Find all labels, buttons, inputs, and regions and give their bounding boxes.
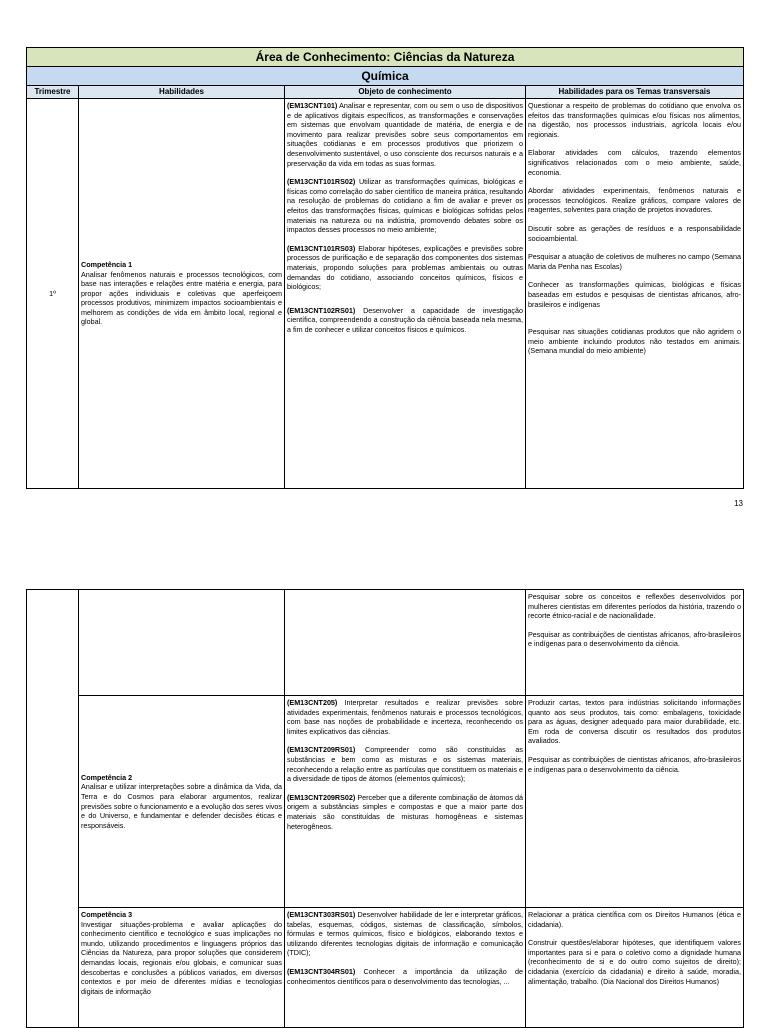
objeto-item xyxy=(287,101,523,168)
competencia-1-cell xyxy=(79,99,285,489)
competencia-1-text: Analisar fenômenos naturais e processos tecnológicos, com base nas interações e relações entre matéria e energia, para propor ações individuais e coletivas que aperfeiçoem processos produtivos, minimizem impactos socioambientais e melhorem as condições de vida em âmbito local, regional e global. xyxy=(81,269,282,327)
subject-title: Química xyxy=(27,67,744,86)
objeto-text: Compreender como são constituídas as substâncias e bem como as misturas e os sistemas materiais, reconhecendo a relação entre as partículas que constituem os materiais e a diversidade de tipos de átomos (elementos químicos); xyxy=(287,745,523,784)
objeto-cell xyxy=(285,99,526,489)
competencia-3-cell xyxy=(79,908,285,1028)
objeto-text: Elaborar hipóteses, explicações e previsões sobre processos de purificação e de separação dos componentes dos sistemas materiais, propondo soluções para problemas ambientais ou outras demandas do cotidiano, associando conceitos químicos, físicos e biológicos; xyxy=(287,243,523,292)
tema-item: Questionar a respeito de problemas do cotidiano que envolva os efeitos das transformações químicas e/ou físicas nos alimentos, na digestão, nos processos industriais, agrícola locais e/ou regionais. xyxy=(528,101,741,139)
competencia-2-text: Analisar e utilizar interpretações sobre a dinâmica da Vida, da Terra e do Cosmos para elaborar argumentos, realizar previsões sobre o funcionamento e a evolução dos seres vivos e do Universo, e fundamentar e defender decisões éticas e responsáveis. xyxy=(81,782,282,830)
objeto-text: Desenvolver habilidade de ler e interpretar gráficos, tabelas, esquemas, códigos, sistemas de classificação, símbolos, fórmulas e termos químicos, físico e biológicos, elaborando textos e utilizando diferentes tecnologias digitais de informação e comunicação (TDIC); xyxy=(287,910,523,958)
area-title: Área de Conhecimento: Ciências da Natureza xyxy=(27,48,744,67)
tema-item: Pesquisar as contribuições de cientistas africanos, afro-brasileiros e indígenas para o desenvolvimento da ciência. xyxy=(528,754,741,774)
temas-cell xyxy=(526,99,744,489)
objeto-item xyxy=(287,967,523,986)
page-14 xyxy=(26,589,743,1028)
curriculum-table-page-13 xyxy=(26,47,744,489)
competencia-3-title: Competência 3 xyxy=(81,910,133,919)
trimestre-cell: 1º xyxy=(27,99,79,489)
objeto-text: Conhecer a importância da utilização de conhecimentos científicos para o desenvolvimento das tecnologias, ... xyxy=(287,966,523,986)
page-number: 13 xyxy=(734,499,743,508)
objeto-code: (EM13CNT102RS01) xyxy=(287,305,356,315)
objeto-item xyxy=(287,177,523,235)
objeto-code: (EM13CNT304RS01) xyxy=(287,966,356,976)
objeto-code: (EM13CNT303RS01) xyxy=(287,910,356,919)
temas-continued-cell xyxy=(526,590,744,696)
competencia-1-title: Competência 1 xyxy=(81,259,133,269)
competencia-2-title: Competência 2 xyxy=(81,772,133,782)
objeto-item xyxy=(287,306,523,335)
objeto-code: (EM13CNT205) xyxy=(287,698,338,707)
objeto-item xyxy=(287,745,523,783)
tema-item: Abordar atividades experimentais, fenômenos naturais e processos tecnológicos. Realize gráficos, compare valores de reagentes, solventes para criação de projetos inovadores. xyxy=(528,186,741,215)
tema-item: Elaborar atividades com cálculos, trazendo elementos significativos relacionados com o meio ambiente, saúde, economia. xyxy=(528,148,741,177)
objeto-text: Perceber que a diferente combinação de átomos dá origem a substâncias simples e compostas e que a maior parte dos materiais são constituídas de misturas homogêneas e sistemas heterogêneos. xyxy=(287,792,523,831)
objeto-code: (EM13CNT209RS01) xyxy=(287,745,356,755)
tema-item: Discutir sobre as gerações de resíduos e a responsabilidade socioambiental. xyxy=(528,223,741,243)
tema-item: Construir questões/elaborar hipóteses, que identifiquem valores importantes para si e para o coletivo como a dignidade humana (reconhecimento de si e do outro como sujeitos de direito); cidadania (exercício da cidadania) e direito à saúde, moradia, alimentação, trabalho. (Dia Nacional dos Direitos Humanos) xyxy=(528,938,741,986)
competencia-3-text: Investigar situações-problema e avaliar aplicações do conhecimento científico e tecnológico e suas implicações no mundo, utilizando procedimentos e linguagens próprios das Ciências da Natureza, para propor soluções que considerem demandas locais, regionais e/ou globais, e comunicar suas descobertas e conclusões a públicos variados, em diversos contextos e por meio de diferentes mídias e tecnologias digitais de informação xyxy=(81,919,282,996)
objeto-item xyxy=(287,244,523,292)
header-temas: Habilidades para os Temas transversais xyxy=(526,86,744,99)
objeto-continued-cell xyxy=(285,590,526,696)
objeto-code: (EM13CNT101RS03) xyxy=(287,243,356,253)
page-13 xyxy=(26,47,743,489)
objeto-item xyxy=(287,793,523,831)
tema-item: Pesquisar a atuação de coletivos de mulheres no campo (Semana Maria da Penha nas Escolas) xyxy=(528,252,741,271)
objeto-item xyxy=(287,698,523,736)
objeto-cell-comp2 xyxy=(285,696,526,908)
header-trimestre: Trimestre xyxy=(27,86,79,99)
objeto-cell-comp3 xyxy=(285,908,526,1028)
header-objeto: Objeto de conhecimento xyxy=(285,86,526,99)
curriculum-table-page-14 xyxy=(26,589,744,1028)
habilidades-continued-cell xyxy=(79,590,285,696)
objeto-text: Interpretar resultados e realizar previsões sobre atividades experimentais, fenômenos naturais e processos tecnológicos, com base nas noções de probabilidade e incerteza, reconhecendo os limites explicativos das ciências. xyxy=(287,698,523,736)
tema-item: Produzir cartas, textos para indústrias solicitando informações quanto aos seus produtos, tais como: embalagens, toxicidade para as águas, designer adequado para maior durabilidade, etc. Em roda de conversa discutir os resultados dos produtos avaliados. xyxy=(528,698,741,746)
objeto-text: Analisar e representar, com ou sem o uso de dispositivos e de aplicativos digitais específicos, as transformações e conservações em sistemas que envolvam quantidade de matéria, de energia e de movimento para realizar previsões sobre seus comportamentos em situações cotidianas e em processos produtivos que priorizem o desenvolvimento sustentável, o uso consciente dos recursos naturais e a preservação da vida em todas as suas formas. xyxy=(287,101,523,168)
objeto-text: Desenvolver a capacidade de investigação científica, compreendendo a construção da ciência baseada nela mesma, a fim de conhecer e utilizar conceitos físicos e químicos. xyxy=(287,305,523,334)
objeto-code: (EM13CNT101) xyxy=(287,101,338,110)
tema-item: Pesquisar nas situações cotidianas produtos que não agridem o meio ambiente incluindo produtos não testados em animais.(Semana mundial do meio ambiente) xyxy=(528,327,741,356)
objeto-text: Utilizar as transformações químicas, biológicas e físicas como correlação do saber científico de maneira prática, resultando na resolução de problemas do cotidiano a fim de avaliar e prever os efeitos das transformações físicas, químicas e biológicas sofridas pelos materiais na natureza ou na indústria, promovendo debates sobre os impactos desses processos no meio ambiente; xyxy=(287,177,523,235)
tema-item: Pesquisar as contribuições de cientistas africanos, afro-brasileiros e indígenas para o desenvolvimento da ciência. xyxy=(528,629,741,649)
temas-cell-comp3 xyxy=(526,908,744,1028)
temas-cell-comp2 xyxy=(526,696,744,908)
competencia-2-cell xyxy=(79,696,285,908)
header-habilidades: Habilidades xyxy=(79,86,285,99)
tema-item: Conhecer as transformações químicas, biológicas e físicas baseadas em estudos e pesquisas de cientistas africanos, afro-brasileiros e indígenas xyxy=(528,280,741,309)
objeto-code: (EM13CNT101RS02) xyxy=(287,177,356,187)
objeto-code: (EM13CNT209RS02) xyxy=(287,792,356,802)
tema-item: Pesquisar sobre os conceitos e reflexões desenvolvidos por mulheres cientistas em diferentes períodos da história, trazendo o recorte étnico-racial e de nacionalidade. xyxy=(528,592,741,621)
objeto-item xyxy=(287,910,523,958)
tema-item: Relacionar a prática científica com os Direitos Humanos (ética e cidadania). xyxy=(528,910,741,929)
trimestre-cell-continued xyxy=(27,590,79,1028)
